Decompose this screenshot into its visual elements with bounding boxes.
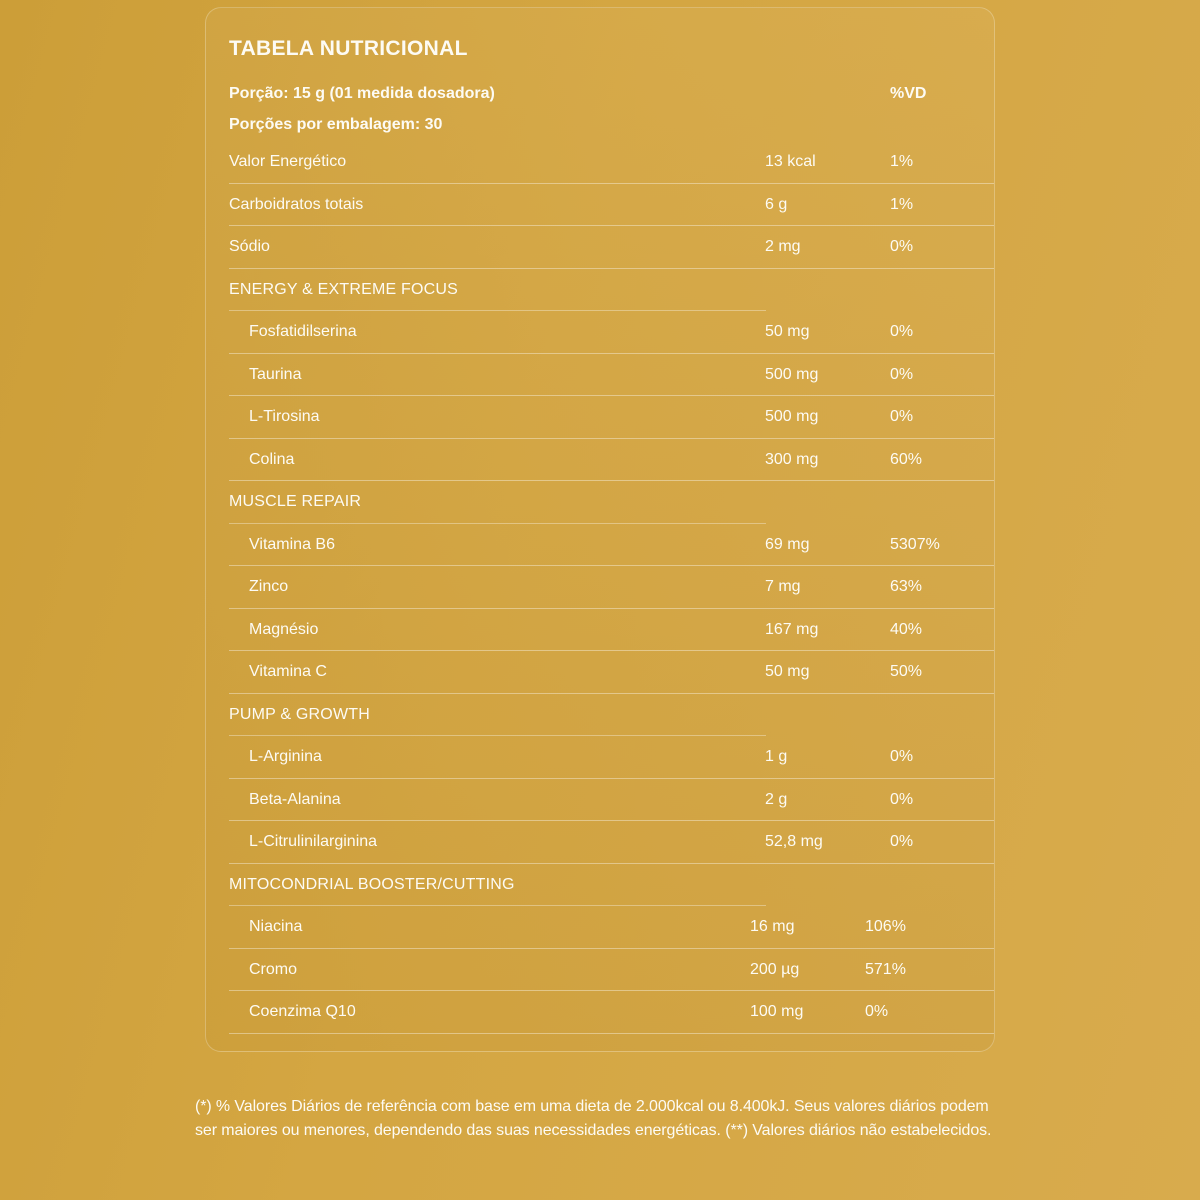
nutrient-label: Beta-Alanina: [249, 790, 341, 808]
nutrient-label: Taurina: [249, 365, 302, 383]
nutrient-daily-value-percent: 0%: [890, 238, 914, 256]
nutrient-daily-value-percent: 0%: [890, 790, 914, 808]
nutrient-row: [229, 184, 994, 227]
nutrient-daily-value-percent: 0%: [890, 408, 914, 426]
nutrient-label: Colina: [249, 450, 295, 468]
nutrient-label: Niacina: [249, 918, 303, 936]
nutrient-amount: 1 g: [765, 748, 788, 766]
nutrient-row: [229, 991, 994, 1034]
nutrient-label: Zinco: [249, 578, 289, 596]
nutrient-label: Sódio: [229, 238, 270, 256]
nutrient-label: Coenzima Q10: [249, 1003, 356, 1021]
nutrient-label: L-Arginina: [249, 748, 322, 766]
nutrient-label: Fosfatidilserina: [249, 323, 357, 341]
nutrient-amount: 300 mg: [765, 450, 819, 468]
nutrient-row: [229, 949, 994, 992]
nutrient-daily-value-percent: 1%: [890, 153, 914, 171]
nutrient-label: L-Citrulinilarginina: [249, 833, 378, 851]
panel-title: TABELA NUTRICIONAL: [229, 37, 468, 60]
nutrient-amount: 100 mg: [750, 1003, 804, 1021]
nutrient-daily-value-percent: 63%: [890, 578, 923, 596]
nutrient-daily-value-percent: 5307%: [890, 535, 940, 553]
section-header-row: [229, 269, 994, 312]
nutrient-amount: 200 µg: [750, 960, 800, 978]
nutrient-row: [229, 609, 994, 652]
nutrient-daily-value-percent: 60%: [890, 450, 923, 468]
nutrient-row: [229, 906, 994, 949]
nutrient-label: Cromo: [249, 960, 298, 978]
servings-per-package-row: [229, 109, 994, 141]
serving-size-label: Porção: 15 g (01 medida dosadora): [229, 85, 495, 102]
section-header-row: [229, 481, 994, 524]
nutrient-amount: 7 mg: [765, 578, 801, 596]
nutrition-rows: [229, 141, 994, 1034]
nutrient-row: [229, 524, 994, 567]
nutrient-amount: 50 mg: [765, 323, 810, 341]
nutrient-amount: 500 mg: [765, 408, 819, 426]
nutrition-facts-panel: [205, 7, 995, 1052]
nutrient-label: Vitamina B6: [249, 535, 335, 553]
nutrient-row: [229, 651, 994, 694]
nutrient-row: [229, 141, 994, 184]
nutrient-label: Magnésio: [249, 620, 319, 638]
nutrient-row: [229, 779, 994, 822]
nutrient-daily-value-percent: 40%: [890, 620, 923, 638]
nutrient-daily-value-percent: 0%: [890, 323, 914, 341]
section-header-label: MUSCLE REPAIR: [229, 493, 362, 511]
section-header-label: MITOCONDRIAL BOOSTER/CUTTING: [229, 875, 515, 893]
nutrient-daily-value-percent: 106%: [865, 918, 906, 936]
section-header-label: PUMP & GROWTH: [229, 705, 370, 723]
servings-per-package-label: Porções por embalagem: 30: [229, 116, 443, 133]
nutrient-amount: 6 g: [765, 195, 788, 213]
nutrient-daily-value-percent: 0%: [890, 365, 914, 383]
section-header-row: [229, 864, 994, 907]
nutrient-label: L-Tirosina: [249, 408, 320, 426]
nutrient-row: [229, 226, 994, 269]
nutrient-daily-value-percent: 0%: [890, 748, 914, 766]
nutrient-label: Vitamina C: [249, 663, 327, 681]
nutrient-amount: 50 mg: [765, 663, 810, 681]
serving-header-row: [229, 79, 994, 109]
nutrient-amount: 13 kcal: [765, 153, 816, 171]
nutrient-daily-value-percent: 1%: [890, 195, 914, 213]
nutrient-amount: 2 g: [765, 790, 788, 808]
nutrient-row: [229, 821, 994, 864]
vd-column-header: %VD: [890, 85, 927, 102]
section-header-label: ENERGY & EXTREME FOCUS: [229, 280, 459, 298]
nutrient-row: [229, 396, 994, 439]
nutrient-row: [229, 439, 994, 482]
nutrient-daily-value-percent: 50%: [890, 663, 923, 681]
nutrient-label: Carboidratos totais: [229, 195, 364, 213]
nutrient-amount: 500 mg: [765, 365, 819, 383]
section-header-row: [229, 694, 994, 737]
nutrient-row: [229, 311, 994, 354]
nutrient-row: [229, 354, 994, 397]
nutrient-amount: 69 mg: [765, 535, 810, 553]
daily-values-footnote: (*) % Valores Diários de referência com base em uma dieta de 2.000kcal ou 8.400kJ. Seus valores diários podem ser maiores ou menores, dependendo das suas necessidades energéticas. (**) Valores diários não estabelecidos.: [195, 1098, 992, 1139]
nutrient-daily-value-percent: 571%: [865, 960, 906, 978]
nutrient-label: Valor Energético: [229, 153, 347, 171]
nutrient-amount: 52,8 mg: [765, 833, 823, 851]
nutrient-row: [229, 736, 994, 779]
nutrient-amount: 16 mg: [750, 918, 795, 936]
nutrient-amount: 2 mg: [765, 238, 801, 256]
nutrient-row: [229, 566, 994, 609]
nutrient-amount: 167 mg: [765, 620, 819, 638]
nutrient-daily-value-percent: 0%: [890, 833, 914, 851]
nutrient-daily-value-percent: 0%: [865, 1003, 889, 1021]
